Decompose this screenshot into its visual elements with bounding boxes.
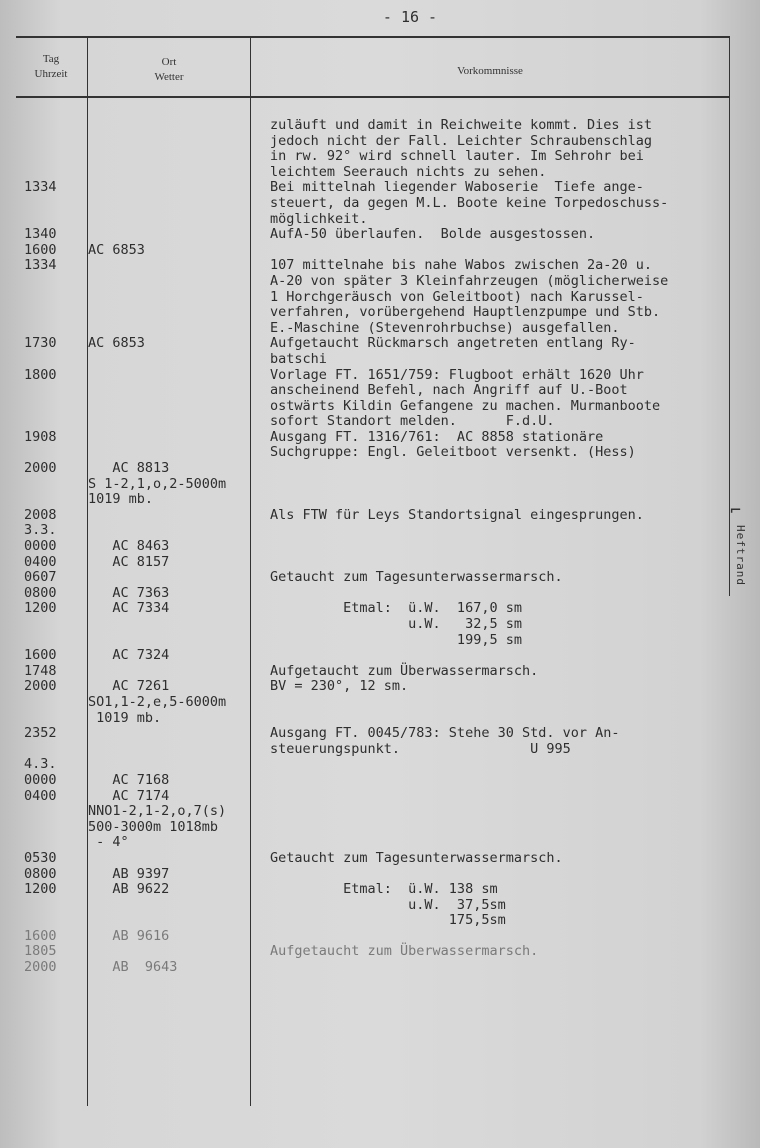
entry-event-text: Suchgruppe: Engl. Geleitboot versenkt. (Hess) [270, 444, 636, 461]
entry-event-text: 107 mittelnahe bis nahe Wabos zwischen 2a-20 u. [270, 257, 653, 274]
margin-mark: ⌐ [730, 500, 741, 521]
entry-place-weather [88, 664, 226, 680]
entry-time [24, 414, 57, 430]
entry-event-text: 1 Horchgeräusch von Geleitboot) nach Karussel- [270, 288, 644, 305]
entry-time: 1748 [24, 662, 57, 679]
entry-place-weather [88, 212, 226, 228]
entry-time: 2000 [24, 460, 57, 477]
entry-place-weather: AC 7174 [88, 787, 170, 804]
entry-time [24, 196, 57, 212]
entry-event-text: u.W. 37,5sm [270, 896, 506, 913]
entry-event-text [270, 461, 668, 477]
entry-place-weather [88, 134, 226, 150]
entry-place-weather: AB 9616 [88, 927, 170, 944]
events-column [270, 118, 668, 976]
header-bottom-rule [16, 96, 730, 98]
entry-time [24, 898, 57, 914]
entry-time: 0000 [24, 771, 57, 788]
entry-event-text: Vorlage FT. 1651/759: Flugboot erhält 1620 Uhr [270, 366, 644, 383]
entry-event-text: Getaucht zum Tagesunterwassermarsch. [270, 569, 563, 586]
entry-place-weather: AC 6853 [88, 335, 145, 352]
entry-event-text [270, 835, 668, 851]
entry-event-text: 175,5sm [270, 912, 506, 929]
entry-place-weather: 1019 mb. [88, 491, 154, 508]
entry-time: 0530 [24, 849, 57, 866]
entry-place-weather [88, 570, 226, 586]
entry-place-weather: AC 7324 [88, 647, 170, 664]
entry-place-weather [88, 352, 226, 368]
entry-place-weather [88, 258, 226, 274]
entry-event-text: steuert, da gegen M.L. Boote keine Torpedoschuss- [270, 194, 669, 211]
entry-time [24, 711, 57, 727]
margin-note: Heftrand [734, 525, 747, 586]
entry-place-weather: AC 7261 [88, 678, 170, 695]
entry-time: 2352 [24, 725, 57, 742]
entry-place-weather [88, 414, 226, 430]
entry-place-weather: AC 7363 [88, 584, 170, 601]
entry-event-text: Ausgang FT. 0045/783: Stehe 30 Std. vor An- [270, 725, 620, 742]
entry-time: 1805 [24, 943, 57, 960]
entry-place-weather [88, 851, 226, 867]
entry-time [24, 383, 57, 399]
entry-time [24, 445, 57, 461]
entry-place-weather [88, 165, 226, 181]
header-events-label: Vorkommnisse [457, 65, 523, 77]
entry-time: 3.3. [24, 522, 57, 539]
entry-event-text: BV = 230°, 12 sm. [270, 678, 409, 695]
entry-place-weather: 500-3000m 1018mb [88, 818, 219, 835]
entry-event-text: verfahren, vorübergehend Hauptlenzpumpe und Stb. [270, 304, 661, 321]
entry-place-weather [88, 508, 226, 524]
entry-place-weather [88, 913, 226, 929]
entry-place-weather [88, 617, 226, 633]
entry-time [24, 913, 57, 929]
page-number: - 16 - [382, 8, 438, 26]
entry-event-text: 199,5 sm [270, 631, 522, 648]
entry-place-weather [88, 274, 226, 290]
entry-place-weather: NNO1-2,1-2,o,7(s) [88, 803, 227, 820]
entry-time: 0800 [24, 584, 57, 601]
header-place-label: Ort [161, 56, 177, 68]
entry-time: 0400 [24, 553, 57, 570]
entry-place-weather [88, 944, 226, 960]
entry-time [24, 804, 57, 820]
entry-place-weather [88, 383, 226, 399]
entry-place-weather [88, 523, 226, 539]
header-time-label: Uhrzeit [34, 68, 68, 80]
entry-time: 1334 [24, 257, 57, 274]
entry-time [24, 274, 57, 290]
entry-event-text [270, 773, 668, 789]
entry-place-weather [88, 742, 226, 758]
header-weather-label: Wetter [154, 71, 184, 83]
entry-time: 1600 [24, 647, 57, 664]
entry-event-text: batschi [270, 350, 327, 367]
entry-event-text [270, 523, 668, 539]
entry-place-weather: AC 6853 [88, 241, 145, 258]
entry-place-weather [88, 149, 226, 165]
entry-time: 1800 [24, 366, 57, 383]
entry-event-text [270, 243, 668, 259]
entry-event-text [270, 555, 668, 571]
entry-time: 0607 [24, 569, 57, 586]
entry-time [24, 399, 57, 415]
entry-time: 1600 [24, 241, 57, 258]
entry-event-text: jedoch nicht der Fall. Leichter Schraubenschlag [270, 132, 653, 149]
entry-event-text: Etmal: ü.W. 167,0 sm [270, 600, 522, 617]
entry-place-weather [88, 227, 226, 243]
entry-place-weather [88, 898, 226, 914]
entry-place-weather [88, 305, 226, 321]
entry-event-text [270, 648, 668, 664]
entry-event-text [270, 586, 668, 602]
place-weather-column [88, 118, 226, 976]
entry-time [24, 742, 57, 758]
entry-time [24, 492, 57, 508]
entry-event-text: Getaucht zum Tagesunterwassermarsch. [270, 849, 563, 866]
entry-event-text: Aufgetaucht zum Überwassermarsch. [270, 662, 539, 679]
header-day-time [16, 52, 86, 82]
entry-event-text [270, 820, 668, 836]
entry-event-text [270, 492, 668, 508]
entry-event-text: ostwärts Kildin Gefangene zu machen. Murmanboote [270, 397, 661, 414]
entry-time [24, 149, 57, 165]
entry-place-weather: AC 8157 [88, 553, 170, 570]
entry-time [24, 305, 57, 321]
entry-time [24, 835, 57, 851]
entry-place-weather: 1019 mb. [88, 709, 162, 726]
entry-event-text: steuerungspunkt. U 995 [270, 740, 571, 757]
entry-time: 0000 [24, 538, 57, 555]
entry-event-text [270, 757, 668, 773]
entry-event-text: A-20 von später 3 Kleinfahrzeugen (möglicherweise [270, 272, 669, 289]
entry-place-weather [88, 430, 226, 446]
entry-event-text: möglichkeit. [270, 210, 368, 227]
entry-place-weather [88, 180, 226, 196]
entry-place-weather [88, 757, 226, 773]
entry-place-weather [88, 399, 226, 415]
entry-event-text: Aufgetaucht zum Überwassermarsch. [270, 943, 539, 960]
entry-time: 1730 [24, 335, 57, 352]
entry-place-weather [88, 368, 226, 384]
entry-event-text [270, 804, 668, 820]
entry-time [24, 165, 57, 181]
entry-event-text [270, 695, 668, 711]
time-column [24, 118, 57, 976]
entry-place-weather [88, 321, 226, 337]
entry-event-text [270, 789, 668, 805]
entry-time: 4.3. [24, 756, 57, 773]
entry-time: 1200 [24, 600, 57, 617]
entry-place-weather [88, 633, 226, 649]
entry-place-weather [88, 196, 226, 212]
entry-place-weather: - 4° [88, 834, 129, 851]
entry-event-text: Aufgetaucht Rückmarsch angetreten entlang Ry- [270, 335, 636, 352]
header-events [251, 64, 729, 79]
entry-place-weather: SO1,1-2,e,5-6000m [88, 693, 227, 710]
entry-event-text [270, 711, 668, 727]
entry-time: 1334 [24, 179, 57, 196]
entry-event-text: in rw. 92° wird schnell lauter. Im Sehrohr bei [270, 148, 644, 165]
entry-time [24, 290, 57, 306]
header-day-label: Tag [42, 53, 60, 65]
entry-time [24, 617, 57, 633]
header-top-rule [16, 36, 730, 38]
entry-time: 2000 [24, 678, 57, 695]
entry-event-text: u.W. 32,5 sm [270, 616, 522, 632]
entry-event-text: Ausgang FT. 1316/761: AC 8858 stationäre [270, 428, 604, 445]
entry-event-text [270, 960, 668, 976]
entry-event-text [270, 867, 668, 883]
entry-event-text: zuläuft und damit in Reichweite kommt. Dies ist [270, 117, 653, 133]
entry-place-weather: AB 9622 [88, 881, 170, 898]
entry-time: 0400 [24, 787, 57, 804]
entry-event-text: AufA-50 überlaufen. Bolde ausgestossen. [270, 226, 596, 243]
entry-event-text: Etmal: ü.W. 138 sm [270, 881, 498, 898]
entry-place-weather [88, 290, 226, 306]
entry-event-text: sofort Standort melden. F.d.U. [270, 413, 555, 430]
entry-time: 1600 [24, 927, 57, 944]
entry-place-weather [88, 726, 226, 742]
column-divider-2 [250, 36, 251, 1106]
entry-event-text [270, 477, 668, 493]
entry-place-weather: AB 9643 [88, 959, 178, 976]
entry-time [24, 352, 57, 368]
entry-event-text: Bei mittelnah liegender Waboserie Tiefe ange- [270, 179, 644, 196]
entry-time [24, 134, 57, 150]
entry-event-text: Als FTW für Leys Standortsignal eingesprungen. [270, 506, 644, 523]
entry-place-weather [88, 118, 226, 134]
entry-time [24, 321, 57, 337]
entry-place-weather: S 1-2,1,o,2-5000m [88, 475, 227, 492]
entry-time [24, 695, 57, 711]
entry-time: 1200 [24, 881, 57, 898]
entry-time: 2000 [24, 959, 57, 976]
entry-place-weather: AC 8813 [88, 460, 170, 477]
entry-event-text: leichtem Seerauch nichts zu sehen. [270, 163, 547, 180]
entry-place-weather: AC 8463 [88, 538, 170, 555]
entry-event-text: E.-Maschine (Stevenrohrbuchse) ausgefallen. [270, 319, 620, 336]
entry-event-text [270, 539, 668, 555]
entry-event-text: anscheinend Befehl, nach Angriff auf U.-Boot [270, 382, 628, 399]
entry-time [24, 118, 57, 134]
entry-time: 2008 [24, 506, 57, 523]
entry-time [24, 633, 57, 649]
entry-time: 1908 [24, 428, 57, 445]
entry-time [24, 212, 57, 228]
entry-place-weather [88, 445, 226, 461]
entry-time: 1340 [24, 226, 57, 243]
entry-place-weather: AC 7334 [88, 600, 170, 617]
entry-time: 0800 [24, 865, 57, 882]
header-place-weather [88, 55, 250, 85]
entry-time [24, 820, 57, 836]
entry-place-weather: AC 7168 [88, 771, 170, 788]
entry-time [24, 477, 57, 493]
entry-place-weather: AB 9397 [88, 865, 170, 882]
